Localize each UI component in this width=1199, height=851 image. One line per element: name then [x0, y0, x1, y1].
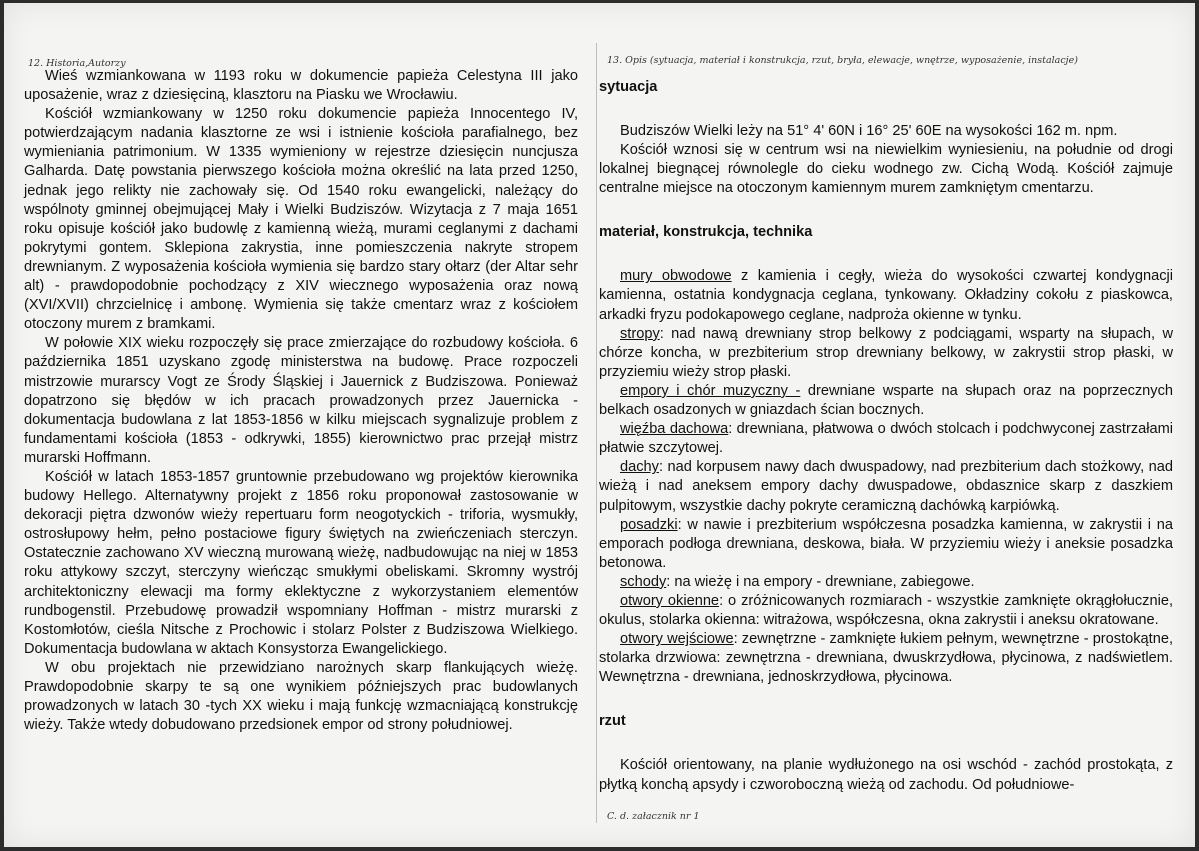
- item-label: mury obwodowe: [620, 268, 732, 285]
- item-posadzki: [599, 516, 1173, 573]
- history-paragraph-3: W połowie XIX wieku rozpoczęły się prace zmierzające do rozbudowy kościoła. 6 października 1851 uzyskano zgodę ministerstwa na budowę. Prace rozpoczeli mistrzowie murarscy Vogt ze Środy Śląskiej i Jauernick z Budziszowa. Ponieważ dopatrzono się błędów w ich pracach prowadzonych przez Jauernicka - dokumentacja budowlana z lat 1853-1856 w kilku miejscach sygnalizuje problem z fundamentami kościoła (1853 - odkrywki, 1855) kierownictwo prac przejął mistrz murarski Hoffmann.: [24, 335, 578, 466]
- left-page-header: 12. Historia,Autorzy: [28, 58, 126, 69]
- item-empory: [599, 382, 1173, 420]
- history-paragraph-2: Kościół wzmiankowany w 1250 roku dokumencie papieża Innocentego IV, potwierdzającym nadania klasztorne ze wsi i istnienie kościoła parafialnego, bez wymieniania patrimonium. W 1335 wymieniony w rejestrze dziesięcin nuncjusza Galharda. Datę powstania pierwszego kościoła można określić na lata przed 1250, jednak jego relikty nie zachowały się. Od 1540 roku ewangelicki, należący do wspólnoty gminnej obejmującej Mały i Wielki Budziszów. Wizytacja z 7 maja 1651 roku opisuje kościół jako budowlę z kamienną wieżą, murami ceglanymi z dachami pokrytymi gontem. Sklepiona zakrystia, inne pomieszczenia nakryte stropem drewnianym. Z wyposażenia kościoła wymienia się bardzo stary ołtarz (der Altar sehr alt) - prawdopodobnie pochodzący z XIV wiecznego wyposażenia oraz nową (XVI/XVII) chrzcielnicę i ambonę. Wymienia się także cmentarz wraz z kościołem otoczony murem z bramkami.: [24, 106, 578, 333]
- history-paragraph-5: W obu projektach nie przewidziano narożnych skarp flankujących wieżę. Prawdopodobnie skarpy te są one wynikiem późniejszych prac budowlanych prowadzonych w latach 30 -tych XX wieku i mają funkcję wzmacniającą konstrukcję wieży. Także wtedy dobudowano przedsionek empor od strony południowej.: [24, 659, 578, 734]
- item-text: : drewniana, płatwowa o dwóch stolcach i podchwyconej zastrzałami płatwie szczytowej.: [599, 421, 1173, 457]
- item-text: : na wieżę i na empory - drewniane, zabiegowe.: [666, 573, 975, 590]
- item-label: otwory okienne: [620, 592, 720, 609]
- item-dachy: [599, 458, 1173, 515]
- section-heading-rzut: rzut: [599, 713, 626, 730]
- section-heading-material: materiał, konstrukcja, technika: [599, 224, 813, 241]
- item-label: schody: [620, 573, 667, 590]
- right-page-header: 13. Opis (sytuacja, materiał i konstrukcja, rzut, bryła, elewacje, wnętrze, wyposażenie, instalacje): [607, 55, 1078, 66]
- item-text: z kamienia i cegły, wieża do wysokości czwartej kondygnacji kamienna, ostatnia kondygnacja ceglana, tynkowany. Okładziny cokołu z piaskowca, arkadki fryzu podokapowego ceglane, nadproża okienne w tynku.: [599, 268, 1173, 323]
- item-text: : nad nawą drewniany strop belkowy z podciągami, wsparty na słupach, w chórze koncha, w prezbiterium strop drewniany belkowy, w zakrystii strop płaski, w przyziemiu wieży strop płaski.: [599, 325, 1173, 380]
- item-label: dachy: [620, 459, 659, 476]
- item-stropy: [599, 325, 1173, 382]
- item-label: posadzki: [620, 516, 678, 533]
- item-label: otwory wejściowe: [620, 631, 734, 648]
- document-page: [4, 3, 1195, 847]
- item-schody: [599, 573, 1173, 592]
- history-paragraph-1: Wieś wzmiankowana w 1193 roku w dokumencie papieża Celestyna III jako uposażenie, wraz z dziesięciną, klasztoru na Piasku we Wrocławiu.: [24, 68, 578, 104]
- rzut-paragraph-1: Kościół orientowany, na planie wydłużonego na osi wschód - zachód prostokąta, z płytką konchą apsydy i czworoboczną wieżą od zachodu. Od południowe-: [599, 757, 1173, 793]
- page-footer: C. d. załacznik nr 1: [607, 811, 700, 822]
- description-column: [599, 78, 1173, 795]
- history-column: [24, 67, 578, 735]
- item-text: drewniane wsparte na słupach oraz na poprzecznych belkach osadzonych w gniazdach ścian bocznych.: [599, 382, 1173, 419]
- history-paragraph-4: Kościół w latach 1853-1857 gruntownie przebudowano wg projektów kierownika budowy Hellego. Alternatywny projekt z 1856 roku proponował zastosowanie w dekoracji piętra dzwonów wieży repertuaru form neogotyckich - triforia, wysmukły, ostrosłupowy hełm, pełno postaciowe figury świętych na zwieńczeniach sterczyn. Ostatecznie zachowano XV wieczną murowaną wieżę, nadbudowując na niej w 1853 roku attykowy szczyt, sterczyny wieńcząc smukłymi obeliskami. Skromny wystrój architektoniczny elewacji ma formy eklektyczne z wykorzystaniem elementów rundbogenstil. Przebudowę prowadził wspomniany Hoffman - mistrz murarski z Kostomłotów, cieśla Nitsche z Prochowic i stolarz Polster z Budziszowa Wielkiego. Dokumentacja budowlana w aktach Konsystorza Ewangelickiego.: [24, 468, 578, 657]
- item-otwory-wejsciowe: [599, 630, 1173, 687]
- item-label: więźba dachowa: [620, 421, 729, 438]
- item-wiezba-dachowa: [599, 420, 1173, 458]
- column-divider: [596, 43, 597, 823]
- item-text: : o zróżnicowanych rozmiarach - wszystkie zamknięte okrągłołucznie, okulus, stolarka okienna: witrażowa, współczesna, okna zakrystii i aneksu okratowane.: [599, 592, 1173, 629]
- sytuacja-paragraph-2: Kościół wznosi się w centrum wsi na niewielkim wyniesieniu, na południe od drogi lokalnej biegnącej równolegle do cieku wodnego zw. Cichą Wodą. Kościół zajmuje centralne miejsce na otoczonym kamiennym murem zamkniętym cmentarzu.: [599, 142, 1173, 197]
- section-heading-sytuacja: sytuacja: [599, 79, 658, 95]
- item-text: : nad korpusem nawy dach dwuspadowy, nad prezbiterium dach stożkowy, nad wieżą i nad aneksem empory dachy dwuspadowe, obdasznice skarp z daszkiem pulpitowym, wszystkie dachy pokryte ceramiczną dachówką karpiówką.: [599, 459, 1173, 514]
- item-otwory-okienne: [599, 592, 1173, 630]
- sytuacja-paragraph-1: Budziszów Wielki leży na 51° 4' 60N i 16° 25' 60E na wysokości 162 m. npm.: [620, 123, 1118, 139]
- item-text: : zewnętrzne - zamknięte łukiem pełnym, wewnętrzne - prostokątne, stolarka drzwiowa: zewnętrzna - drewniana, dwuskrzydłowa, płycinowa, z nadświetlem. Wewnętrzna - drewniana, jednoskrzydłowa, płycinowa.: [599, 631, 1174, 686]
- item-text: : w nawie i prezbiterium współczesna posadzka kamienna, w zakrystii i na emporach podłoga drewniana, deskowa, biała. W przyziemiu wieży i aneksie posadzka betonowa.: [599, 516, 1173, 571]
- item-label: empory i chór muzyczny -: [620, 382, 801, 399]
- item-mury-obwodowe: [599, 267, 1173, 324]
- item-label: stropy: [620, 325, 660, 342]
